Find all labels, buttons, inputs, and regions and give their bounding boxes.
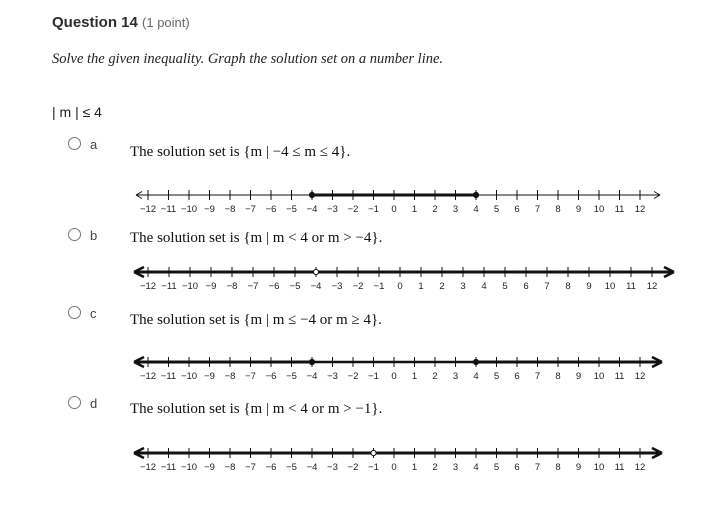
inequality-expression: | m | ≤ 4 — [52, 104, 102, 120]
option-letter: a — [90, 137, 98, 152]
tick-label: −9 — [204, 204, 215, 215]
solution-suffix: . — [378, 312, 382, 328]
solution-prefix: The solution set is — [130, 230, 244, 246]
tick-label: 5 — [493, 204, 500, 215]
question-title: Question 14 — [52, 14, 138, 31]
tick-label: −11 — [161, 281, 177, 292]
tick-label: 9 — [586, 281, 592, 292]
tick-label: −3 — [327, 371, 338, 382]
closed-endpoint — [473, 359, 478, 364]
tick-label: 11 — [626, 281, 636, 292]
number-line-d — [128, 443, 668, 475]
solution-set: {m | m < 4 or m > −1} — [243, 401, 379, 417]
tick-label: −1 — [368, 371, 379, 382]
closed-endpoint — [309, 192, 314, 197]
tick-label: 10 — [604, 281, 616, 292]
solution-suffix: . — [378, 401, 383, 417]
tick-label: 10 — [593, 371, 605, 382]
tick-label: −10 — [181, 281, 199, 292]
tick-label: 12 — [634, 462, 646, 473]
tick-label: −8 — [224, 371, 236, 382]
tick-label: 5 — [502, 281, 508, 292]
tick-label: −11 — [160, 462, 177, 473]
tick-label: −12 — [139, 462, 157, 473]
tick-label: −3 — [331, 281, 343, 292]
option-letter: d — [90, 396, 98, 411]
question-points: (1 point) — [142, 15, 190, 30]
tick-label: 0 — [391, 204, 397, 215]
tick-label: 11 — [614, 204, 625, 215]
tick-label: −6 — [265, 371, 277, 382]
radio-option-b[interactable] — [68, 228, 81, 241]
solution-suffix: . — [346, 144, 351, 160]
solution-prefix: The solution set is — [130, 401, 244, 417]
tick-label: 10 — [593, 204, 605, 215]
tick-label: 11 — [614, 371, 625, 382]
solution-suffix: . — [378, 230, 383, 246]
number-line-a — [128, 185, 668, 217]
tick-label: −5 — [286, 462, 297, 473]
tick-label: −8 — [226, 281, 238, 292]
tick-label: 8 — [555, 462, 561, 473]
solution-text-c — [130, 312, 382, 329]
tick-label: 1 — [411, 204, 418, 215]
question-header — [52, 14, 190, 31]
solution-text-b — [130, 230, 382, 247]
tick-label: 8 — [565, 281, 571, 292]
tick-label: 11 — [614, 462, 625, 473]
open-endpoint — [371, 450, 376, 455]
tick-label: −4 — [306, 204, 318, 215]
tick-label: 5 — [493, 462, 500, 473]
tick-label: 7 — [534, 204, 541, 215]
tick-label: 12 — [634, 204, 646, 215]
tick-label: −1 — [368, 462, 379, 473]
tick-label: −6 — [268, 281, 280, 292]
tick-label: 7 — [534, 371, 541, 382]
number-line-b — [128, 262, 680, 294]
closed-endpoint — [309, 359, 314, 364]
solution-set: {m | m < 4 or m > −4} — [243, 230, 379, 246]
tick-label: −9 — [204, 371, 215, 382]
tick-label: −12 — [139, 371, 157, 382]
tick-label: 0 — [391, 371, 397, 382]
closed-endpoint — [473, 192, 478, 197]
solution-text-a — [130, 144, 350, 161]
tick-label: 4 — [473, 204, 479, 215]
tick-label: −2 — [347, 462, 359, 473]
solution-set: {m | m ≤ −4 or m ≥ 4} — [243, 312, 379, 328]
tick-label: 2 — [439, 281, 445, 292]
tick-label: 9 — [575, 371, 582, 382]
tick-label: −1 — [368, 204, 379, 215]
tick-label: 3 — [452, 371, 459, 382]
tick-label: 0 — [397, 281, 403, 292]
tick-label: 4 — [473, 462, 479, 473]
tick-label: −4 — [310, 281, 322, 292]
solution-prefix: The solution set is — [130, 312, 244, 328]
tick-label: −6 — [265, 462, 277, 473]
solution-prefix: The solution set is — [130, 144, 244, 160]
tick-label: 0 — [391, 462, 397, 473]
solution-text-d — [130, 401, 382, 418]
tick-label: −7 — [245, 462, 256, 473]
tick-label: −4 — [306, 462, 318, 473]
tick-label: 10 — [593, 462, 605, 473]
tick-label: 9 — [575, 462, 582, 473]
tick-label: 4 — [481, 281, 487, 292]
tick-label: −9 — [205, 281, 217, 292]
tick-label: 6 — [523, 281, 529, 292]
tick-label: 4 — [473, 371, 479, 382]
tick-label: −11 — [160, 204, 177, 215]
tick-label: −4 — [306, 371, 318, 382]
tick-label: −6 — [265, 204, 277, 215]
tick-label: −5 — [286, 204, 297, 215]
tick-label: 2 — [432, 204, 438, 215]
tick-label: 12 — [634, 371, 646, 382]
tick-label: −3 — [327, 204, 338, 215]
tick-label: −2 — [347, 204, 359, 215]
number-line-c — [128, 352, 668, 384]
tick-label: −3 — [327, 462, 338, 473]
tick-label: −11 — [160, 371, 177, 382]
solution-set: {m | −4 ≤ m ≤ 4} — [243, 144, 347, 160]
tick-label: 2 — [432, 462, 438, 473]
tick-label: −2 — [347, 371, 359, 382]
tick-label: −7 — [245, 204, 256, 215]
tick-label: 6 — [514, 204, 520, 215]
tick-label: −8 — [224, 462, 236, 473]
tick-label: 7 — [534, 462, 541, 473]
tick-label: −7 — [247, 281, 259, 292]
radio-option-d[interactable] — [68, 396, 81, 409]
tick-label: 1 — [411, 462, 418, 473]
tick-label: 3 — [460, 281, 466, 292]
tick-label: −9 — [204, 462, 215, 473]
tick-label: −12 — [139, 204, 157, 215]
tick-label: −7 — [245, 371, 256, 382]
option-letter: c — [90, 306, 97, 321]
tick-label: 12 — [646, 281, 658, 292]
tick-label: 7 — [544, 281, 550, 292]
tick-label: 6 — [514, 371, 520, 382]
tick-label: −10 — [180, 204, 198, 215]
tick-label: −2 — [352, 281, 364, 292]
tick-label: 6 — [514, 462, 520, 473]
tick-label: −12 — [139, 281, 157, 292]
tick-label: 9 — [575, 204, 582, 215]
tick-label: −5 — [289, 281, 301, 292]
tick-label: 2 — [432, 371, 438, 382]
open-endpoint — [313, 269, 318, 274]
radio-option-c[interactable] — [68, 306, 81, 319]
tick-label: 1 — [418, 281, 424, 292]
tick-label: 8 — [555, 204, 561, 215]
tick-label: 1 — [411, 371, 418, 382]
question-prompt: Solve the given inequality. Graph the solution set on a number line. — [52, 51, 444, 67]
radio-option-a[interactable] — [68, 137, 81, 150]
option-letter: b — [90, 228, 98, 243]
tick-label: −10 — [180, 462, 198, 473]
tick-label: 8 — [555, 371, 561, 382]
tick-label: −10 — [180, 371, 198, 382]
tick-label: 3 — [452, 204, 459, 215]
tick-label: −1 — [373, 281, 385, 292]
tick-label: 3 — [452, 462, 459, 473]
tick-label: 5 — [493, 371, 500, 382]
tick-label: −8 — [224, 204, 236, 215]
tick-label: −5 — [286, 371, 297, 382]
